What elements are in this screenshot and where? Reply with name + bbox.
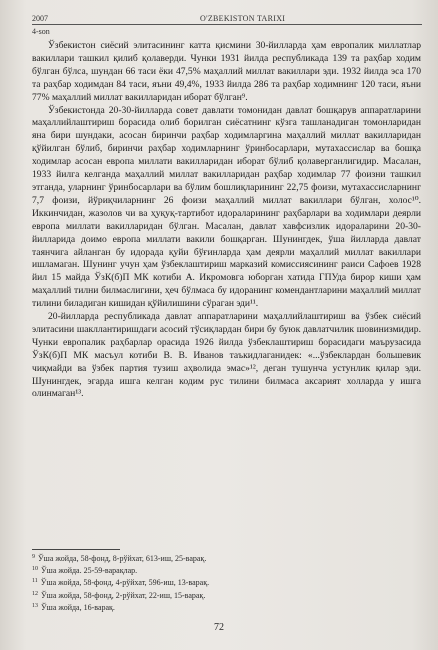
page-header xyxy=(32,12,422,36)
footnotes xyxy=(32,552,421,613)
article-body xyxy=(32,40,421,401)
paragraph: Ўзбекистон сиёсий элитасининг катта қисмини 30-йилларда ҳам европалик миллатлар вакиллари ташкил қилиб қолаверди. Чунки 1931 йилда республикада 139 та раҳбар ходим бўлган бўлса, шундан 66 таси ёки 47,5% маҳаллий миллат вакиллари эди. 1932 йилда эса 170 та раҳбар ходимдан 84 таси, яъни 49,4%, 1933 йилда 286 та раҳбар ходимнинг 120 таси, яъни 77% маҳаллий миллат вакилларидан иборат бўлган⁹. xyxy=(32,40,421,103)
footnote xyxy=(32,601,421,613)
header-issue: 4-son xyxy=(32,27,50,36)
footnote-text: Ўша жойда, 58-фонд, 8-рўйхат, 613-иш, 25-варақ. xyxy=(38,554,207,563)
footnote-number: 9 xyxy=(32,554,35,560)
footnote-number: 11 xyxy=(32,578,38,585)
footnote-number: 12 xyxy=(32,590,38,597)
footnote-text: Ўша жойда, 58-фонд, 4-рўйхат, 596-иш, 13-варақ. xyxy=(40,578,210,588)
header-year: 2007 xyxy=(32,14,48,23)
footnote-rule xyxy=(32,549,120,550)
footnote-text: Ўша жойда. 25-59-варақлар. xyxy=(41,566,138,576)
page-number: 72 xyxy=(214,622,224,633)
footnote-number: 10 xyxy=(32,566,38,573)
footnote-text: Ўша жойда, 58-фонд, 2-рўйхат, 22-иш, 15-варақ. xyxy=(41,590,206,600)
footnote xyxy=(32,589,421,601)
footnote-number: 13 xyxy=(32,602,38,609)
footnote xyxy=(32,564,421,576)
header-rule xyxy=(32,24,422,25)
footnote xyxy=(32,576,421,588)
footnote-text: Ўша жойда, 16-варақ. xyxy=(41,602,115,612)
header-journal-title: O'ZBEKISTON TARIXI xyxy=(200,14,286,23)
footnote xyxy=(32,552,421,564)
paragraph: 20-йилларда республикада давлат аппаратларини маҳаллийлаштириш ва ўзбек сиёсий элитасини шакллантиришдаги асосий тўсиқлардан бири бу буюк давлатчилик шовинизмидир. Чунки европалик раҳбарлар орасида 1926 йилда ўзбеклаштириш борасидаги маърузасида ЎзК(б)П МК масъул котиби В. В. Иванов таъкидлаганидек: «...ўзбеклардан большевик чиқмайди ва ўзбек партия тузиш аҳволида эмас»¹², деган тушунча устунлик қилар эди. Шунингдек, эгарда ишга келган кодим рус тилини билмаса аксарият холларда у ишга олинмаган¹³. xyxy=(32,311,421,400)
paragraph: Ўзбекистонда 20-30-йилларда совет давлати томонидан давлат бошқарув аппаратларини маҳаллийлаштириш борасида олиб борилган сиёсатнинг кўзга ташланадиган томонларидан яна бири шундаки, асосан биринчи раҳбар ходимларгина маҳаллий миллат вакилларидан қўйилган бўлиб, биринчи раҳбар ходимларнинг ўринбосарлари, мутахассислар ва бошқа ходимлар асосан европа миллати вакилларидан иборат бўлиб қолаверганлигидир. Масалан, 1933 йилга келганда маҳаллий миллат вакилларидан раҳбар ходимлар 77 фоизни ташкил этганда, уларнинг ўринбосарлари ва бўлим бошлиқларининг 22,75 фоизи, мутахассисларнинг 7,7 фоизи, йўриқчиларнинг 26 фоизи маҳаллий миллат вакиллари бўлган, холос¹⁰. Иккинчидан, жазолов чи ва ҳуқуқ-тартибот идораларининг раҳбарлари ва ходимлари деярли европа миллати вакилларидан бўлган. Масалан, давлат хавфсизлик идораларини 20-30-йилларида доимо европа миллати вакили бошқарган. Шунингдек, ўша йилларда давлат таянчига айланган бу идорада қуйи бўғинларда ҳам деярли маҳаллий миллат вакиллари ишламаган. Шунинг учун ҳам ўзбеклаштириш марказий комиссиясининг раиси Сафоев 1928 йил 15 майда ЎзК(б)П МК котиби А. Икромовга юборган хатида ГПУда бирор киши ҳам маҳаллий тилни билмаслигини, ҳеч бўлмаса бу идоранинг комендантларини маҳаллий миллат тилини биладиган кишидан қўйилишини сўраган эди¹¹. xyxy=(32,104,421,310)
